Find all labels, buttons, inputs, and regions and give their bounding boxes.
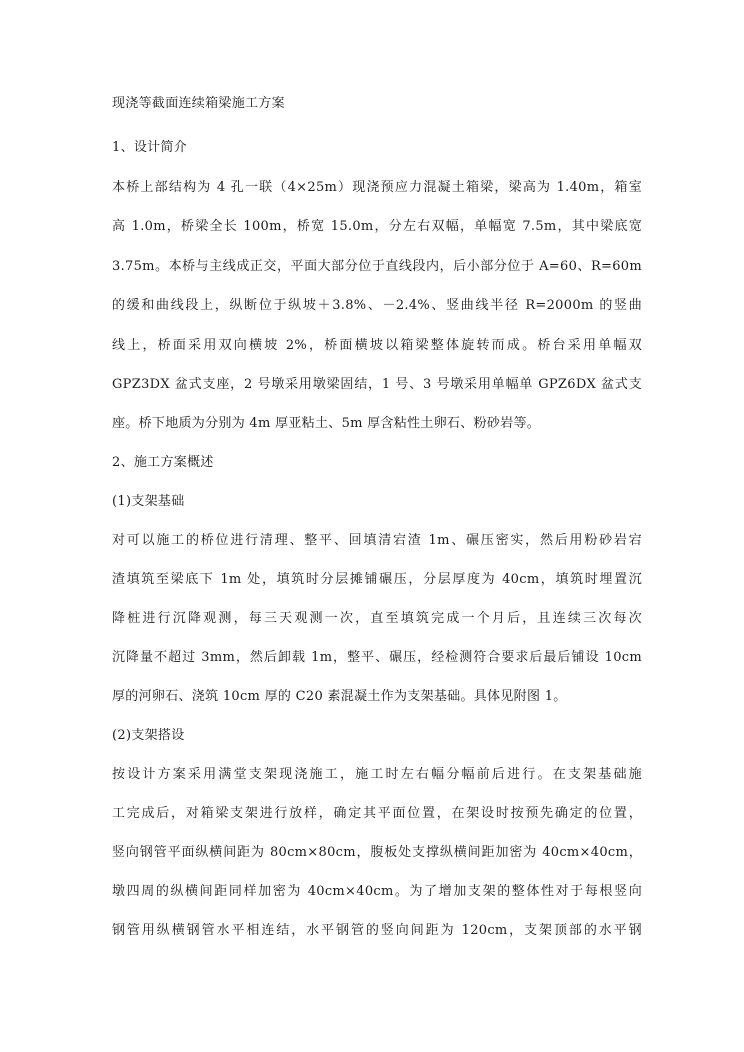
paragraph-line: 墩四周的纵横间距同样加密为 40cm×40cm。为了增加支架的整体性对于每根竖向 bbox=[112, 884, 642, 899]
paragraph-line: 对可以施工的桥位进行清理、整平、回填清宕渣 1m、碾压密实，然后用粉砂岩宕 bbox=[112, 533, 642, 548]
paragraph-line: 沉降量不超过 3mm，然后卸载 1m，整平、碾压，经检测符合要求后最后铺设 10cm bbox=[112, 650, 642, 665]
paragraph-line: 的缓和曲线段上，纵断位于纵坡＋3.8%、－2.4%、竖曲线半径 R=2000m 的竖曲 bbox=[112, 298, 642, 313]
section-heading-construction-overview: 2、施工方案概述 bbox=[112, 455, 214, 470]
paragraph-line: GPZ3DX 盆式支座，2 号墩采用墩梁固结，1 号、3 号墩采用单幅单 GPZ6DX 盆式支 bbox=[112, 377, 642, 392]
paragraph-line: 竖向钢管平面纵横间距为 80cm×80cm，腹板处支撑纵横间距加密为 40cm×40cm， bbox=[112, 845, 642, 860]
paragraph-line: 降桩进行沉降观测，每三天观测一次，直至填筑完成一个月后，且连续三次每次 bbox=[112, 611, 642, 626]
subsection-heading-support-erection: (2)支架搭设 bbox=[112, 728, 185, 743]
paragraph-line: 渣填筑至梁底下 1m 处，填筑时分层摊铺碾压，分层厚度为 40cm，填筑时埋置沉 bbox=[112, 572, 642, 587]
paragraph-line: 厚的河卵石、浇筑 10cm 厚的 C20 素混凝土作为支架基础。具体见附图 1。 bbox=[112, 689, 567, 704]
paragraph-line: 高 1.0m，桥梁全长 100m，桥宽 15.0m，分左右双幅，单幅宽 7.5m，其中梁底宽 bbox=[112, 219, 642, 234]
subsection-heading-support-foundation: (1)支架基础 bbox=[112, 494, 185, 509]
paragraph-line: 按设计方案采用满堂支架现浇施工，施工时左右幅分幅前后进行。在支架基础施 bbox=[112, 767, 642, 782]
section-heading-design-intro: 1、设计简介 bbox=[112, 140, 188, 155]
paragraph-line: 本桥上部结构为 4 孔一联（4×25m）现浇预应力混凝土箱梁，梁高为 1.40m，箱室 bbox=[112, 180, 642, 195]
paragraph-line: 3.75m。本桥与主线成正交，平面大部分位于直线段内，后小部分位于 A=60、R=60m bbox=[112, 259, 642, 274]
paragraph-line: 钢管用纵横钢管水平相连结，水平钢管的竖向间距为 120cm，支架顶部的水平钢 bbox=[112, 923, 642, 938]
paragraph-line: 座。桥下地质为分别为 4m 厚亚粘土、5m 厚含粘性土卵石、粉砂岩等。 bbox=[112, 416, 541, 431]
paragraph-line: 线上，桥面采用双向横坡 2%，桥面横坡以箱梁整体旋转而成。桥台采用单幅双 bbox=[112, 338, 642, 353]
document-title: 现浇等截面连续箱梁施工方案 bbox=[112, 96, 285, 111]
paragraph-line: 工完成后，对箱梁支架进行放样，确定其平面位置，在架设时按预先确定的位置， bbox=[112, 806, 642, 821]
